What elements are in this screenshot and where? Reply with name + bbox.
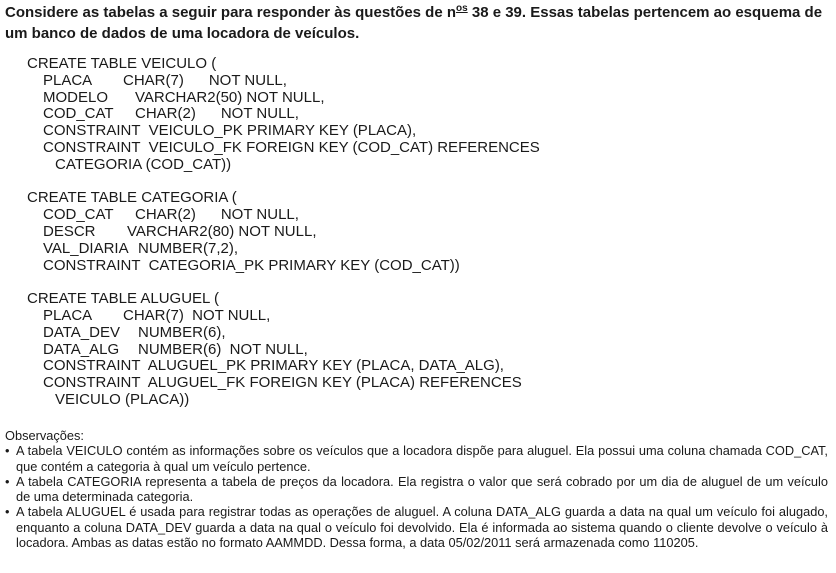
column-type: CHAR(7) NOT NULL, [123,306,271,324]
constraint-veiculo-fk: CONSTRAINT VEICULO_FK FOREIGN KEY (COD_CAT) REFERENCES [43,138,540,156]
column-type: VARCHAR2(50) NOT NULL, [135,88,325,106]
intro-ordinal-superscript: os [456,3,468,14]
column-type: CHAR(2) NOT NULL, [135,206,299,224]
observation-item [5,443,828,474]
column-modelo [27,90,540,107]
column-type: NUMBER(7,2), [138,239,239,257]
bullet-icon: • [5,473,10,489]
column-type: VARCHAR2(80) NOT NULL, [127,222,317,240]
bullet-icon: • [5,443,10,459]
observations [5,428,828,550]
column-type: CHAR(7) NOT NULL, [123,71,287,89]
observation-text: A tabela ALUGUEL é usada para registrar todas as operações de aluguel. A coluna DATA_ALG guarda a data na qual um veículo foi alugado, enquanto a coluna DATA_DEV guarda a data na qual o veículo foi devolvido. Ela é informada ao sistema quando o cliente devolve o veículo à locadora. Ambas as datas estão no formato AAMMDD. Dessa forma, a data 05/02/2011 será armazenada como 110205. [16,504,828,551]
table-veiculo-definition [27,56,540,174]
create-table-veiculo: CREATE TABLE VEICULO ( [27,55,217,72]
column-cod-cat [27,106,540,123]
constraint-categoria-pk: CONSTRAINT CATEGORIA_PK PRIMARY KEY (COD_CAT)) [43,256,460,274]
intro-text-after: 38 e 39. Essas tabelas pertencem ao esquema de um banco de dados de uma locadora de veículos. [5,4,823,42]
column-descr [27,224,540,241]
intro-text-before: Considere as tabelas a seguir para responder às questões de n [5,4,457,21]
column-cod-cat [27,207,540,224]
column-data-dev [27,325,540,342]
column-name: DATA_DEV [43,323,120,341]
column-val-diaria [27,241,540,258]
column-name: DESCR [43,222,96,240]
column-name: DATA_ALG [43,340,120,358]
column-data-alg [27,342,540,359]
observations-list [5,443,828,550]
observation-text: A tabela VEICULO contém as informações sobre os veículos que a locadora dispõe para aluguel. Ela possui uma coluna chamada COD_CAT, que contém a categoria à qual um veículo pertence. [16,443,828,474]
column-type: NUMBER(6), [138,323,226,341]
bullet-icon: • [5,504,10,520]
observation-text: A tabela CATEGORIA representa a tabela de preços da locadora. Ela registra o valor que será cobrado por um dia de aluguel de um veículo de uma determinada categoria. [16,473,828,505]
column-name: PLACA [43,306,93,324]
column-name: MODELO [43,88,109,106]
table-aluguel-definition [27,291,540,409]
column-name: VAL_DIARIA [43,239,129,257]
column-placa [27,308,540,325]
constraint-aluguel-fk-reference: VEICULO (PLACA)) [55,390,190,408]
observations-title: Observações: [5,428,84,443]
column-name: PLACA [43,71,93,89]
sql-schema [27,56,540,426]
constraint-veiculo-pk: CONSTRAINT VEICULO_PK PRIMARY KEY (PLACA), [43,122,417,140]
create-table-categoria: CREATE TABLE CATEGORIA ( [27,189,237,207]
observation-item [5,504,828,550]
create-table-aluguel: CREATE TABLE ALUGUEL ( [27,290,220,308]
observation-item [5,474,828,505]
column-type: NUMBER(6) NOT NULL, [138,340,308,358]
constraint-aluguel-pk: CONSTRAINT ALUGUEL_PK PRIMARY KEY (PLACA, DATA_ALG), [43,357,504,375]
column-placa [27,73,540,90]
question-intro [5,2,831,44]
column-name: COD_CAT [43,105,114,123]
table-categoria-definition [27,190,540,274]
constraint-aluguel-fk: CONSTRAINT ALUGUEL_FK FOREIGN KEY (PLACA) REFERENCES [43,374,522,392]
constraint-veiculo-fk-reference: CATEGORIA (COD_CAT)) [55,155,232,173]
column-type: CHAR(2) NOT NULL, [135,105,299,123]
column-name: COD_CAT [43,206,114,224]
